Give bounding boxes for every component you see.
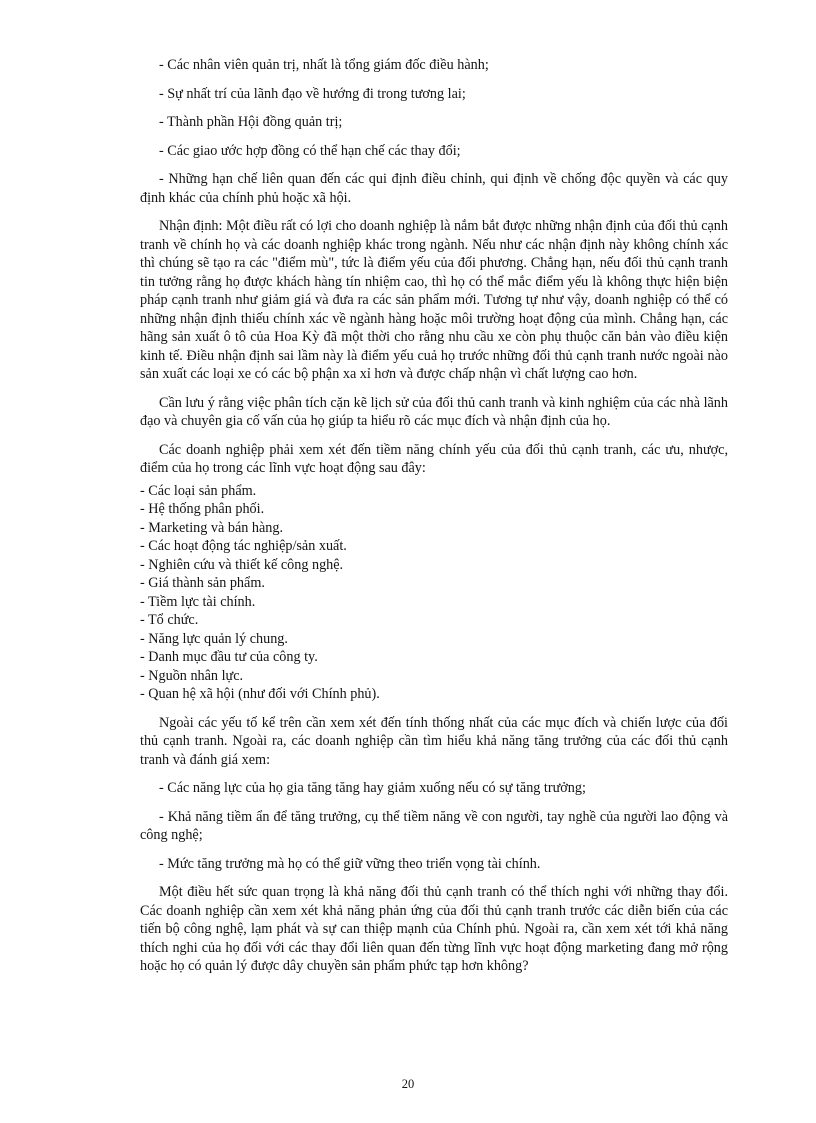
list-item: - Các hoạt động tác nghiệp/sản xuất. [140, 538, 347, 554]
list-item: - Danh mục đầu tư của công ty. [140, 649, 318, 665]
potential-intro: Các doanh nghiệp phải xem xét đến tiềm năng chính yếu của đối thủ cạnh tranh, các ưu, nhược, điểm của họ trong các lĩnh vực hoạt động sau đây: [140, 441, 728, 476]
history-paragraph: Cần lưu ý rằng việc phân tích cặn kẽ lịch sử của đối thủ canh tranh và kinh nghiệm của các nhà lãnh đạo và chuyên gia cố vấn của họ giúp ta hiểu rõ các mục đích và nhận định của họ. [140, 394, 728, 429]
constraints-paragraph: - Những hạn chế liên quan đến các qui định điều chỉnh, qui định về chống độc quyền và các quy định khác của chính phủ hoặc xã hội. [140, 171, 728, 206]
factor-item: - Các giao ước hợp đồng có thể hạn chế các thay đổi; [159, 142, 461, 159]
list-item: - Tiềm lực tài chính. [140, 593, 256, 610]
list-item: - Năng lực quản lý chung. [140, 630, 288, 647]
list-item: - Các loại sản phẩm. [140, 482, 257, 499]
factor-item: - Thành phần Hội đồng quản trị; [159, 114, 343, 130]
growth-item: - Mức tăng trưởng mà họ có thể giữ vững theo triển vọng tài chính. [159, 855, 541, 872]
assumptions-paragraph: Nhận định: Một điều rất có lợi cho doanh nghiệp là nắm bắt được những nhận định của đối thủ cạnh tranh về chính họ và các doanh nghiệp khác trong ngành. Nếu như các nhận định này không chính xác thì chúng sẽ tạo ra các "điểm mù", tức là điểm yếu của đối phương. Chẳng hạn, nếu đối thủ cạnh tranh tin tưởng rằng họ được khách hàng tín nhiệm cao, thì họ có thể mắc điểm yếu là không thực hiện biện pháp cạnh tranh như giảm giá và đưa ra các sản phẩm mới. Tương tự như vậy, doanh nghiệp có thể có những nhận định thiếu chính xác về ngành hàng hoặc môi trường hoạt động của mình. Chẳng hạn, các hãng sản xuất ô tô của Hoa Kỳ đã một thời cho rằng nhu cầu xe còn phụ thuộc căn bản vào điều kiện kinh tế. Điều nhận định sai lầm này là điểm yếu cuả họ trước những đối thủ cạnh tranh nước ngoài nào sản xuất các loại xe có các bộ phận xa xỉ hơn và được chấp nhận vì chất lượng cao hơn. [140, 218, 728, 382]
growth-intro: Ngoài các yếu tố kể trên cần xem xét đến tính thống nhất của các mục đích và chiến lược của đối thủ cạnh tranh. Ngoài ra, các doanh nghiệp cần tìm hiểu khả năng tăng trưởng của các đối thủ cạnh tranh và đánh giá xem: [140, 714, 728, 768]
list-item: - Quan hệ xã hội (như đối với Chính phủ). [140, 686, 380, 702]
factor-item: - Sự nhất trí của lãnh đạo về hướng đi trong tương lai; [159, 85, 466, 102]
potential-list [140, 482, 728, 704]
list-item: - Tổ chức. [140, 612, 199, 628]
list-item: - Hệ thống phân phối. [140, 501, 265, 517]
list-item: - Marketing và bán hàng. [140, 519, 284, 536]
list-item: - Nguồn nhân lực. [140, 667, 244, 684]
page-number: 20 [401, 1077, 415, 1091]
adaptability-paragraph: Một điều hết sức quan trọng là khả năng đối thủ cạnh tranh có thể thích nghi với những thay đổi. Các doanh nghiệp cần xem xét khả năng phản ứng của đối thủ cạnh tranh trước các diễn biến của các tiến bộ công nghệ, lạm phát và sự can thiệp mạnh của Chính phủ. Ngoài ra, cần xem xét tới khả năng thích nghi của họ đối với các thay đổi liên quan đến từng lĩnh vực hoạt động marketing đang mở rộng hoặc họ có quản lý được dây chuyền sản phẩm phức tạp hơn không? [140, 884, 728, 974]
document-page [140, 56, 728, 976]
list-item: - Giá thành sản phẩm. [140, 575, 265, 591]
growth-item: - Các năng lực của họ gia tăng tăng hay giảm xuống nếu có sự tăng trưởng; [159, 780, 586, 796]
growth-item: - Khả năng tiềm ẩn để tăng trưởng, cụ thể tiềm năng về con người, tay nghề của người lao động và công nghệ; [140, 808, 728, 843]
list-item: - Nghiên cứu và thiết kế công nghệ. [140, 556, 344, 573]
factor-item: - Các nhân viên quản trị, nhất là tổng giám đốc điều hành; [159, 57, 489, 73]
